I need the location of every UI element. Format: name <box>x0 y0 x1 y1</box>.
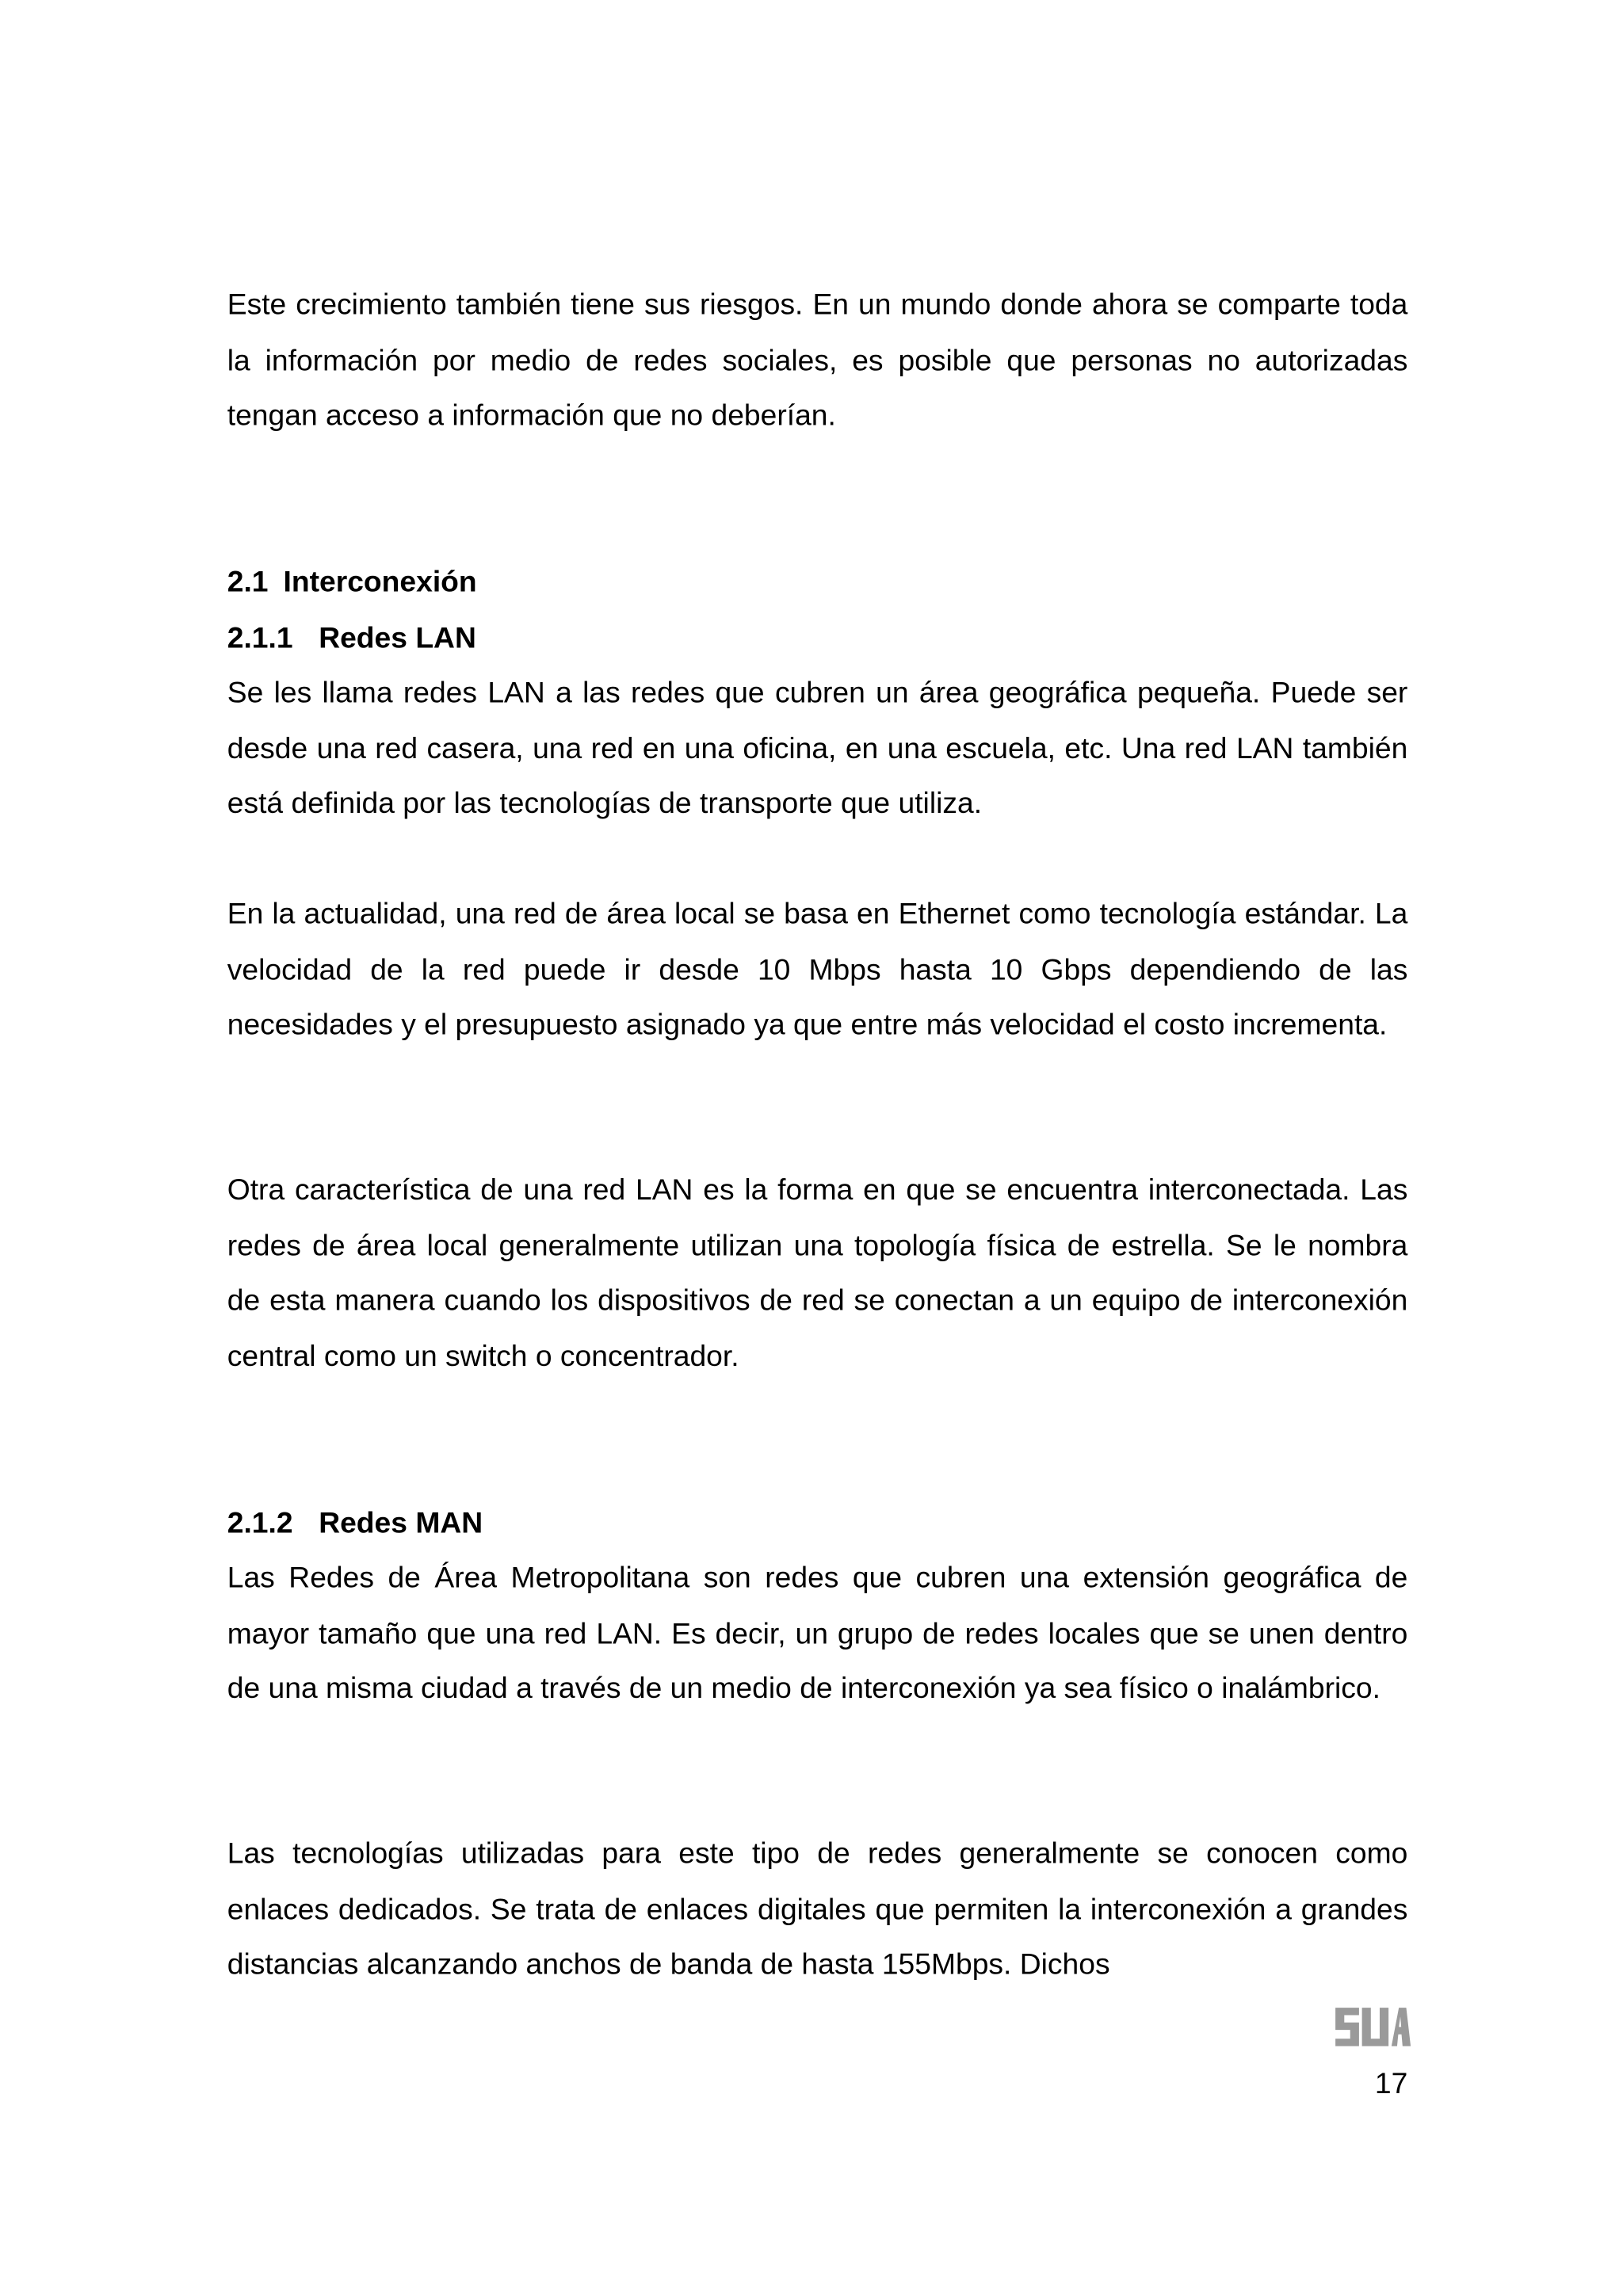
sua-logo <box>1334 2006 1411 2047</box>
paragraph-man-definition: Las Redes de Área Metropolitana son redes que cubren una extensión geográfica de mayor tamaño que una red LAN. Es decir, un grupo de redes locales que se unen dentro de una misma ciudad a través de un medio de interconexión ya sea físico o inalámbrico. <box>227 1562 1408 1706</box>
subsection-title: Redes LAN <box>319 622 476 655</box>
paragraph-intro-risks: Este crecimiento también tiene sus riesgos. En un mundo donde ahora se comparte toda la información por medio de redes sociales, es posible que personas no autorizadas tengan acceso a información que no deberían. <box>227 288 1408 433</box>
paragraph-man-technologies: Las tecnologías utilizadas para este tipo de redes generalmente se conocen como enlaces dedicados. Se trata de enlaces digitales que permiten la interconexión a grandes distancias alcanzando anchos de banda de hasta 155Mbps. Dichos <box>227 1838 1408 1982</box>
paragraph-lan-ethernet: En la actualidad, una red de área local se basa en Ethernet como tecnología estándar. La velocidad de la red puede ir desde 10 Mbps hasta 10 Gbps dependiendo de las necesidades y el presupuesto asignado ya que entre más velocidad el costo incrementa. <box>227 898 1408 1042</box>
section-number: 2.1 <box>227 566 269 599</box>
section-heading-interconexion <box>227 562 477 603</box>
page-number: 17 <box>1374 2068 1408 2101</box>
subsection-title: Redes MAN <box>319 1507 483 1540</box>
subsection-heading-redes-man <box>227 1503 483 1544</box>
paragraph-lan-topology: Otra característica de una red LAN es la forma en que se encuentra interconectada. Las redes de área local generalmente utilizan una topología física de estrella. Se le nombra de esta manera cuando los dispositivos de red se conectan a un equipo de interconexión central como un switch o concentrador. <box>227 1174 1408 1374</box>
subsection-number: 2.1.2 <box>227 1507 293 1540</box>
subsection-heading-redes-lan <box>227 618 476 659</box>
paragraph-lan-definition: Se les llama redes LAN a las redes que cubren un área geográfica pequeña. Puede ser desde una red casera, una red en una oficina, en una escuela, etc. Una red LAN también está definida por las tecnologías de transporte que utiliza. <box>227 677 1408 821</box>
subsection-number: 2.1.1 <box>227 622 293 655</box>
section-title: Interconexión <box>283 566 477 599</box>
